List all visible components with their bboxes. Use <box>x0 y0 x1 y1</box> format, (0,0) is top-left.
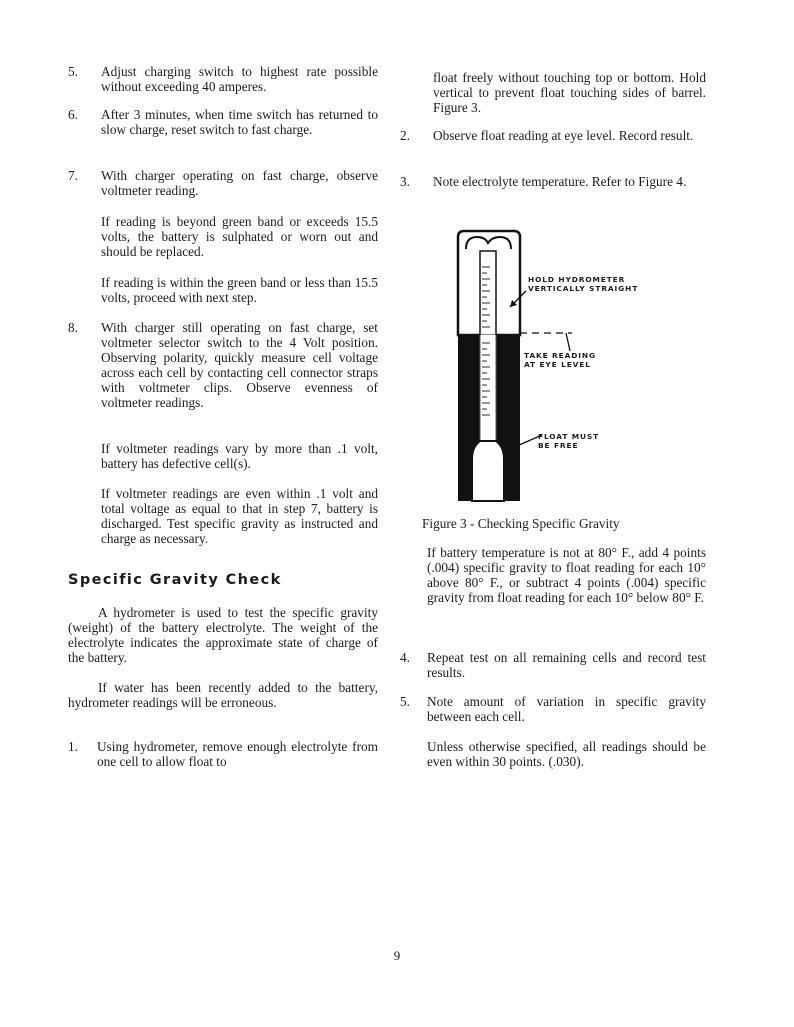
figure-caption: Figure 3 - Checking Specific Gravity <box>422 516 620 531</box>
step-number: 3. <box>400 174 410 189</box>
step-7-note-proceed: If reading is within the green band or less than 15.5 volts, proceed with next step. <box>101 275 378 305</box>
step-number: 2. <box>400 128 410 143</box>
step-text: With charger still operating on fast charge, set voltmeter selector switch to the 4 Volt position. Observing polarity, quickly measure cell voltage across each cell by contacting cell connector straps with voltmeter clips. Observe evenness of voltmeter readings. <box>101 320 378 410</box>
step-8-note-discharged: If voltmeter readings are even within .1 volt and total voltage as equal to that in step 7, battery is discharged. Test specific gravity as instructed and charge as necessary. <box>101 486 378 546</box>
temperature-note: If battery temperature is not at 80° F., add 4 points (.004) specific gravity to float reading for each 10° above 80° F., or subtract 4 points (.004) specific gravity from float reading for each 10° below 80° F. <box>427 545 706 605</box>
step-text: With charger operating on fast charge, observe voltmeter reading. <box>101 168 378 198</box>
step-text: After 3 minutes, when time switch has returned to slow charge, reset switch to fast charge. <box>101 107 378 137</box>
step-number: 6. <box>68 107 78 122</box>
callout-hold-vertical: HOLD HYDROMETER VERTICALLY STRAIGHT <box>528 275 639 293</box>
step-text: Note electrolyte temperature. Refer to Figure 4. <box>433 174 687 189</box>
step-text: Adjust charging switch to highest rate possible without exceeding 40 amperes. <box>101 64 378 94</box>
step-number: 4. <box>400 650 410 665</box>
step-text: Observe float reading at eye level. Record result. <box>433 128 694 143</box>
intro-paragraph-hydrometer: A hydrometer is used to test the specific gravity (weight) of the battery electrolyte. The weight of the electrolyte indicates the approximate state of charge of the battery. <box>68 605 378 665</box>
step-1-continuation: float freely without touching top or bottom. Hold vertical to prevent float touching sides of barrel. Figure 3. <box>433 70 706 115</box>
step-text: Using hydrometer, remove enough electrolyte from one cell to allow float to <box>97 739 378 769</box>
step-text: Note amount of variation in specific gravity between each cell. <box>427 694 706 724</box>
step-7-note-replace: If reading is beyond green band or exceeds 15.5 volts, the battery is sulphated or worn out and should be replaced. <box>101 214 378 259</box>
step-number: 7. <box>68 168 78 183</box>
step-number: 8. <box>68 320 78 335</box>
step-text: Repeat test on all remaining cells and record test results. <box>427 650 706 680</box>
step-number: 5. <box>400 694 410 709</box>
step-8-note-defective: If voltmeter readings vary by more than .1 volt, battery has defective cell(s). <box>101 441 378 471</box>
final-note: Unless otherwise specified, all readings should be even within 30 points. (.030). <box>427 739 706 769</box>
intro-paragraph-water: If water has been recently added to the battery, hydrometer readings will be erroneous. <box>68 680 378 710</box>
callout-eye-level: TAKE READING AT EYE LEVEL <box>524 351 596 369</box>
callout-float-free: FLOAT MUST BE FREE <box>538 432 600 450</box>
page-number: 9 <box>393 948 401 963</box>
hydrometer-figure <box>452 227 662 507</box>
step-number: 5. <box>68 64 78 79</box>
section-heading: Specific Gravity Check <box>68 572 282 588</box>
step-number: 1. <box>68 739 78 754</box>
